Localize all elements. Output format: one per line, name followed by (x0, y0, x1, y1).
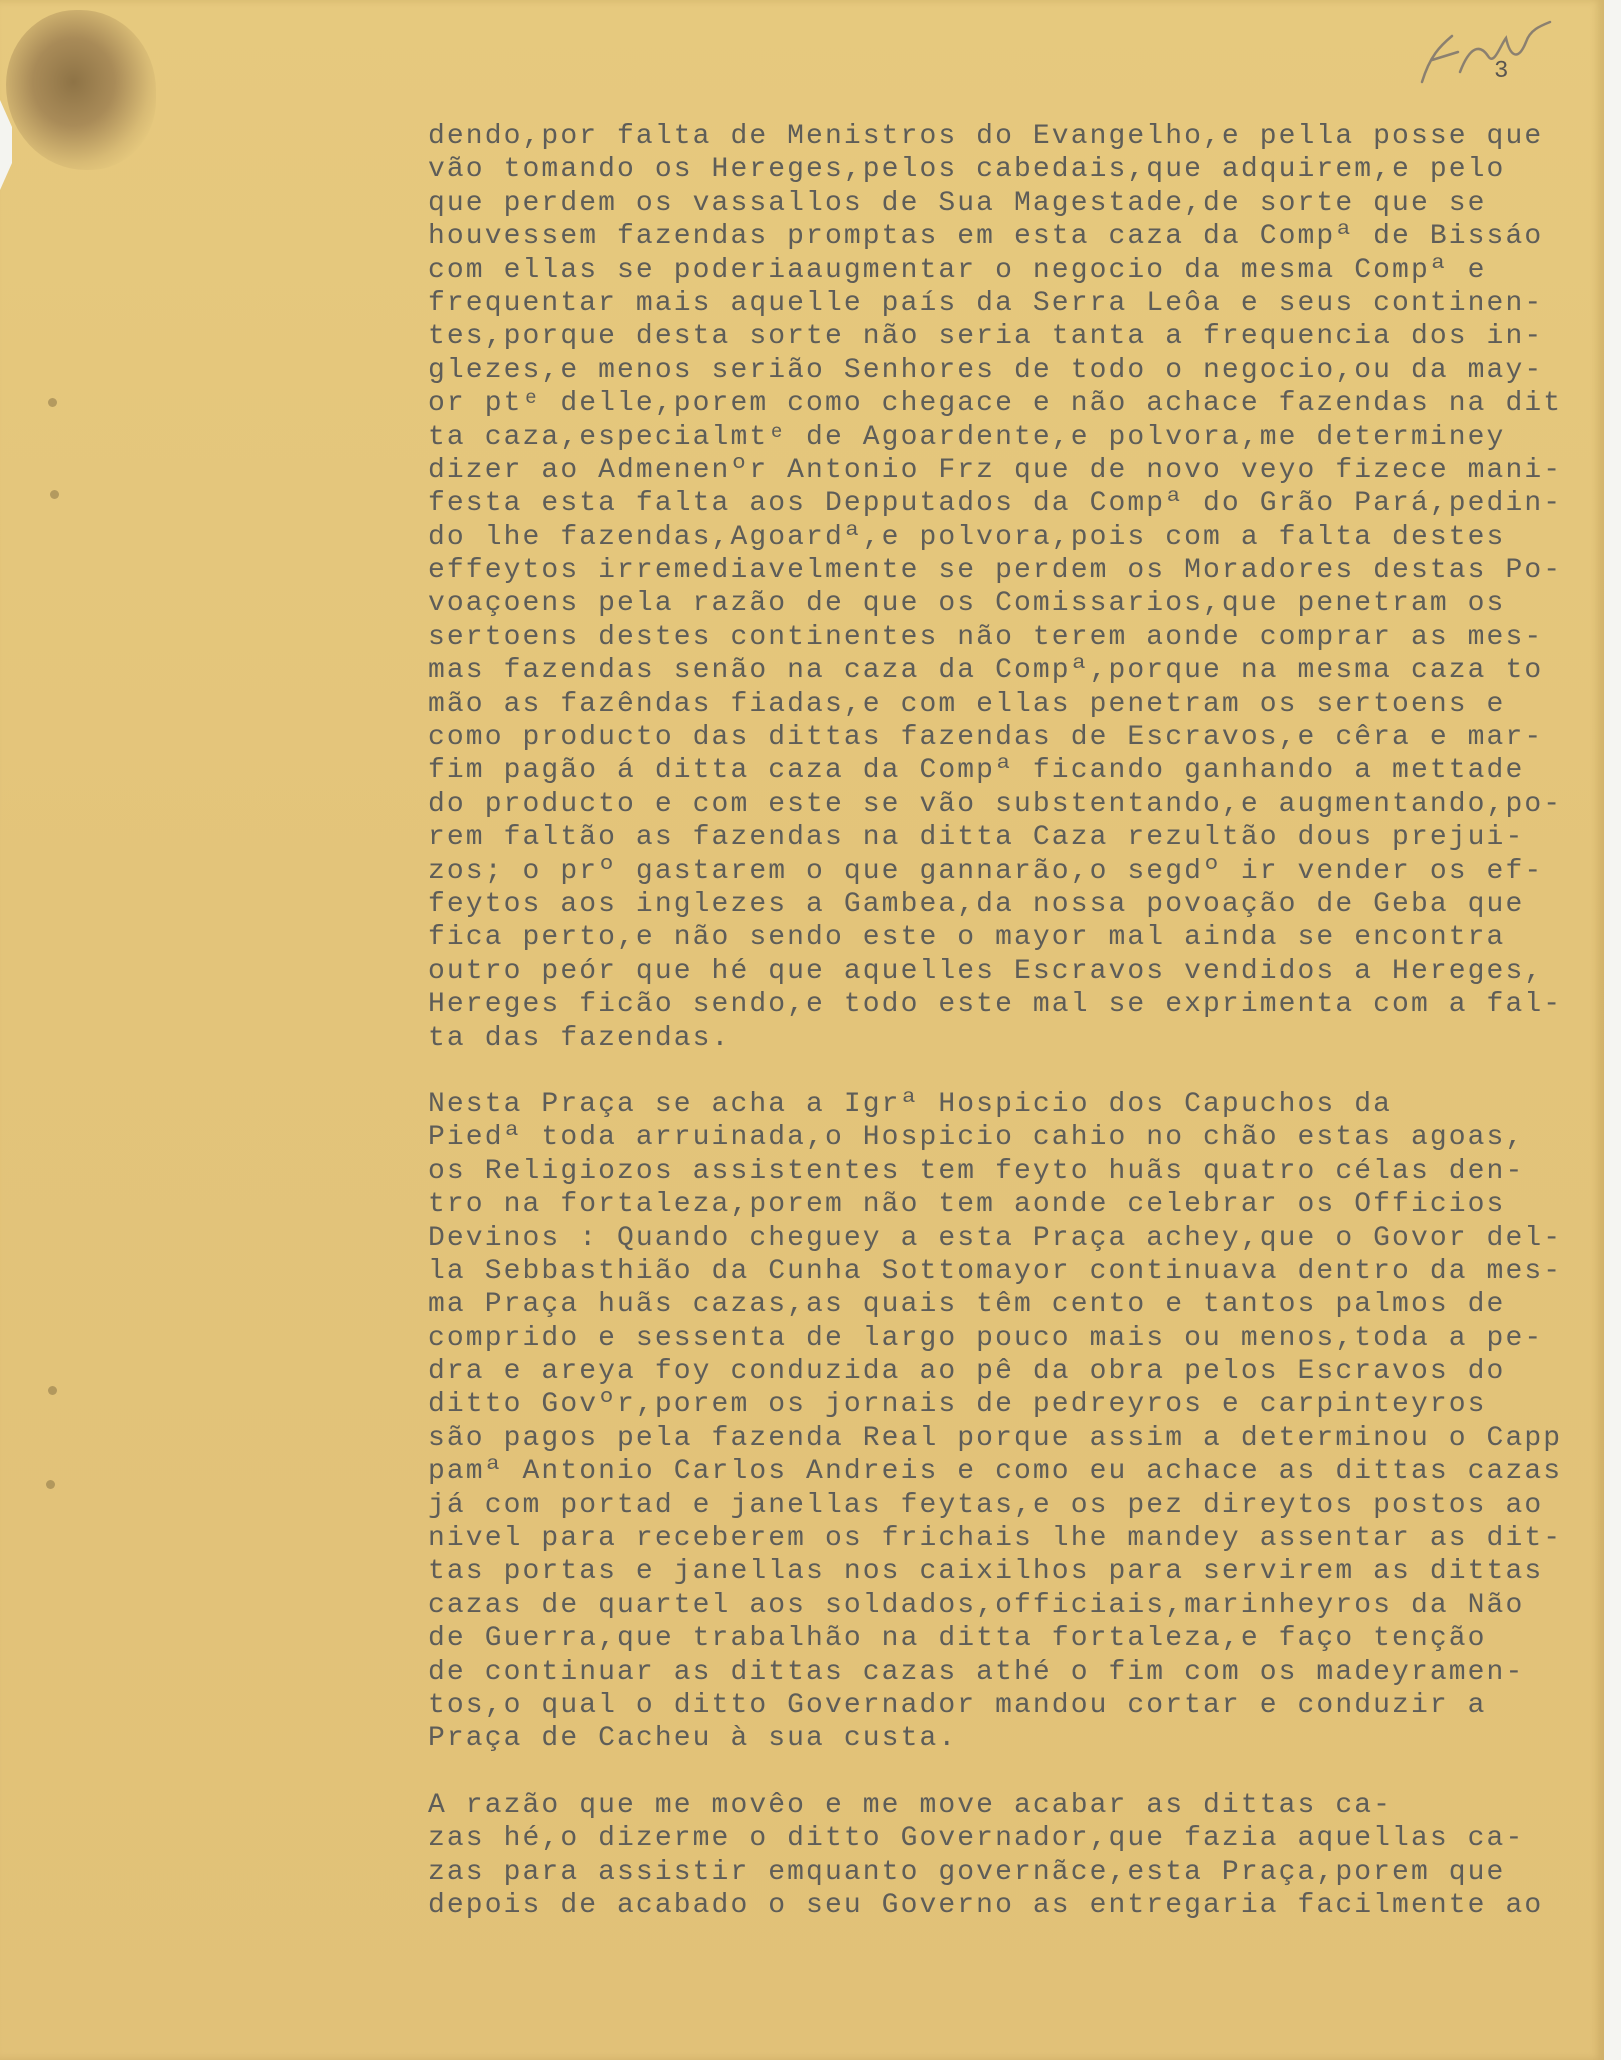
paragraph-2 (428, 1088, 1603, 1756)
text-line: sertoens destes continentes não terem aonde comprar as mes- (428, 621, 1544, 653)
text-line: A razão que me movêo e me move acabar as dittas ca- (428, 1789, 1393, 1821)
paragraph-3 (428, 1789, 1603, 1923)
text-line: como producto das dittas fazendas de Escravos,e cêra e mar- (428, 722, 1544, 754)
text-line: houvessem fazendas promptas em esta caza da Compª de Bissáo (428, 221, 1544, 253)
text-line: pamª Antonio Carlos Andreis e como eu achace as dittas cazas (428, 1456, 1563, 1488)
binding-hole (48, 1386, 57, 1395)
text-line: Nesta Praça se acha a Igrª Hospicio dos Capuchos da (428, 1088, 1393, 1120)
page-number: 3 (1494, 58, 1509, 85)
pencil-annotation (1410, 16, 1560, 96)
text-line: que perdem os vassallos de Sua Magestade,de sorte que se (428, 187, 1487, 219)
paragraph-1 (428, 120, 1603, 1055)
text-line: nivel para receberem os frichais lhe mandey assentar as dit- (428, 1523, 1563, 1555)
text-line: dra e areya foy conduzida ao pê da obra pelos Escravos do (428, 1356, 1506, 1388)
text-line: zas para assistir emquanto governãce,esta Praça,porem que (428, 1856, 1506, 1888)
binding-hole (50, 490, 59, 499)
text-line: la Sebbasthião da Cunha Sottomayor continuava dentro da mes- (428, 1255, 1563, 1287)
water-stain (6, 10, 156, 170)
text-line: glezes,e menos serião Senhores de todo o negocio,ou da may- (428, 354, 1544, 386)
text-line: dendo,por falta de Menistros do Evangelho,e pella posse que (428, 121, 1544, 152)
page-edge (1604, 0, 1621, 2060)
text-line: mas fazendas senão na caza da Compª,porque na mesma caza to (428, 655, 1544, 687)
text-line: rem faltão as fazendas na ditta Caza rezultão dous prejui- (428, 822, 1525, 854)
text-line: ta caza,especialmtᵉ de Agoardente,e polvora,me determiney (428, 421, 1506, 453)
text-line: tro na fortaleza,porem não tem aonde celebrar os Officios (428, 1189, 1506, 1221)
typed-body-text (428, 120, 1603, 1922)
text-line: ta das fazendas. (428, 1022, 731, 1054)
text-line: Piedª toda arruinada,o Hospicio cahio no chão estas agoas, (428, 1122, 1525, 1154)
text-line: de continuar as dittas cazas athé o fim com os madeyramen- (428, 1656, 1525, 1688)
text-line: mão as fazêndas fiadas,e com ellas penetram os sertoens e (428, 688, 1506, 720)
text-line: do lhe fazendas,Agoardª,e polvora,pois com a falta destes (428, 521, 1506, 553)
text-line: depois de acabado o seu Governo as entregaria facilmente ao (428, 1889, 1544, 1921)
text-line: tas portas e janellas nos caixilhos para servirem as dittas (428, 1556, 1544, 1588)
text-line: Praça de Cacheu à sua custa. (428, 1723, 958, 1755)
text-line: outro peór que hé que aquelles Escravos vendidos a Hereges, (428, 955, 1544, 987)
text-line: cazas de quartel aos soldados,officiais,marinheyros da Não (428, 1589, 1525, 1621)
text-line: feytos aos inglezes a Gambea,da nossa povoação de Geba que (428, 888, 1525, 920)
text-line: do producto e com este se vão substentando,e augmentando,po- (428, 788, 1563, 820)
text-line: tos,o qual o ditto Governador mandou cortar e conduzir a (428, 1689, 1487, 1721)
text-line: tes,porque desta sorte não seria tanta a frequencia dos in- (428, 321, 1544, 353)
text-line: Devinos : Quando cheguey a esta Praça achey,que o Govor del- (428, 1222, 1563, 1254)
text-line: os Religiozos assistentes tem feyto huãs quatro célas den- (428, 1155, 1525, 1187)
text-line: dizer ao Admenenºr Antonio Frz que de novo veyo fizece mani- (428, 454, 1563, 486)
binding-hole (48, 398, 57, 407)
text-line: effeytos irremediavelmente se perdem os Moradores destas Po- (428, 555, 1563, 587)
text-line: com ellas se poderiaaugmentar o negocio da mesma Compª e (428, 254, 1487, 286)
text-line: festa esta falta aos Depputados da Compª do Grão Pará,pedin- (428, 488, 1563, 520)
text-line: vão tomando os Hereges,pelos cabedais,que adquirem,e pelo (428, 154, 1506, 186)
text-line: ma Praça huãs cazas,as quais têm cento e tantos palmos de (428, 1289, 1506, 1321)
text-line: ditto Govºr,porem os jornais de pedreyros e carpinteyros (428, 1389, 1487, 1421)
text-line: fica perto,e não sendo este o mayor mal ainda se encontra (428, 922, 1506, 954)
text-line: de Guerra,que trabalhão na ditta fortaleza,e faço tenção (428, 1623, 1487, 1655)
text-line: zas hé,o dizerme o ditto Governador,que fazia aquellas ca- (428, 1823, 1525, 1855)
text-line: or ptᵉ delle,porem como chegace e não achace fazendas na dit (428, 388, 1563, 420)
text-line: já com portad e janellas feytas,e os pez direytos postos ao (428, 1489, 1544, 1521)
text-line: voaçoens pela razão de que os Comissarios,que penetram os (428, 588, 1506, 620)
text-line: comprido e sessenta de largo pouco mais ou menos,toda a pe- (428, 1322, 1544, 1354)
text-line: são pagos pela fazenda Real porque assim a determinou o Capp (428, 1422, 1563, 1454)
text-line: fim pagão á ditta caza da Compª ficando ganhando a mettade (428, 755, 1525, 787)
text-line: Hereges ficão sendo,e todo este mal se exprimenta com a fal- (428, 989, 1563, 1021)
text-line: zos; o prº gastarem o que gannarão,o segdº ir vender os ef- (428, 855, 1544, 887)
text-line: frequentar mais aquelle país da Serra Leôa e seus continen- (428, 287, 1544, 319)
binding-hole (46, 1480, 55, 1489)
